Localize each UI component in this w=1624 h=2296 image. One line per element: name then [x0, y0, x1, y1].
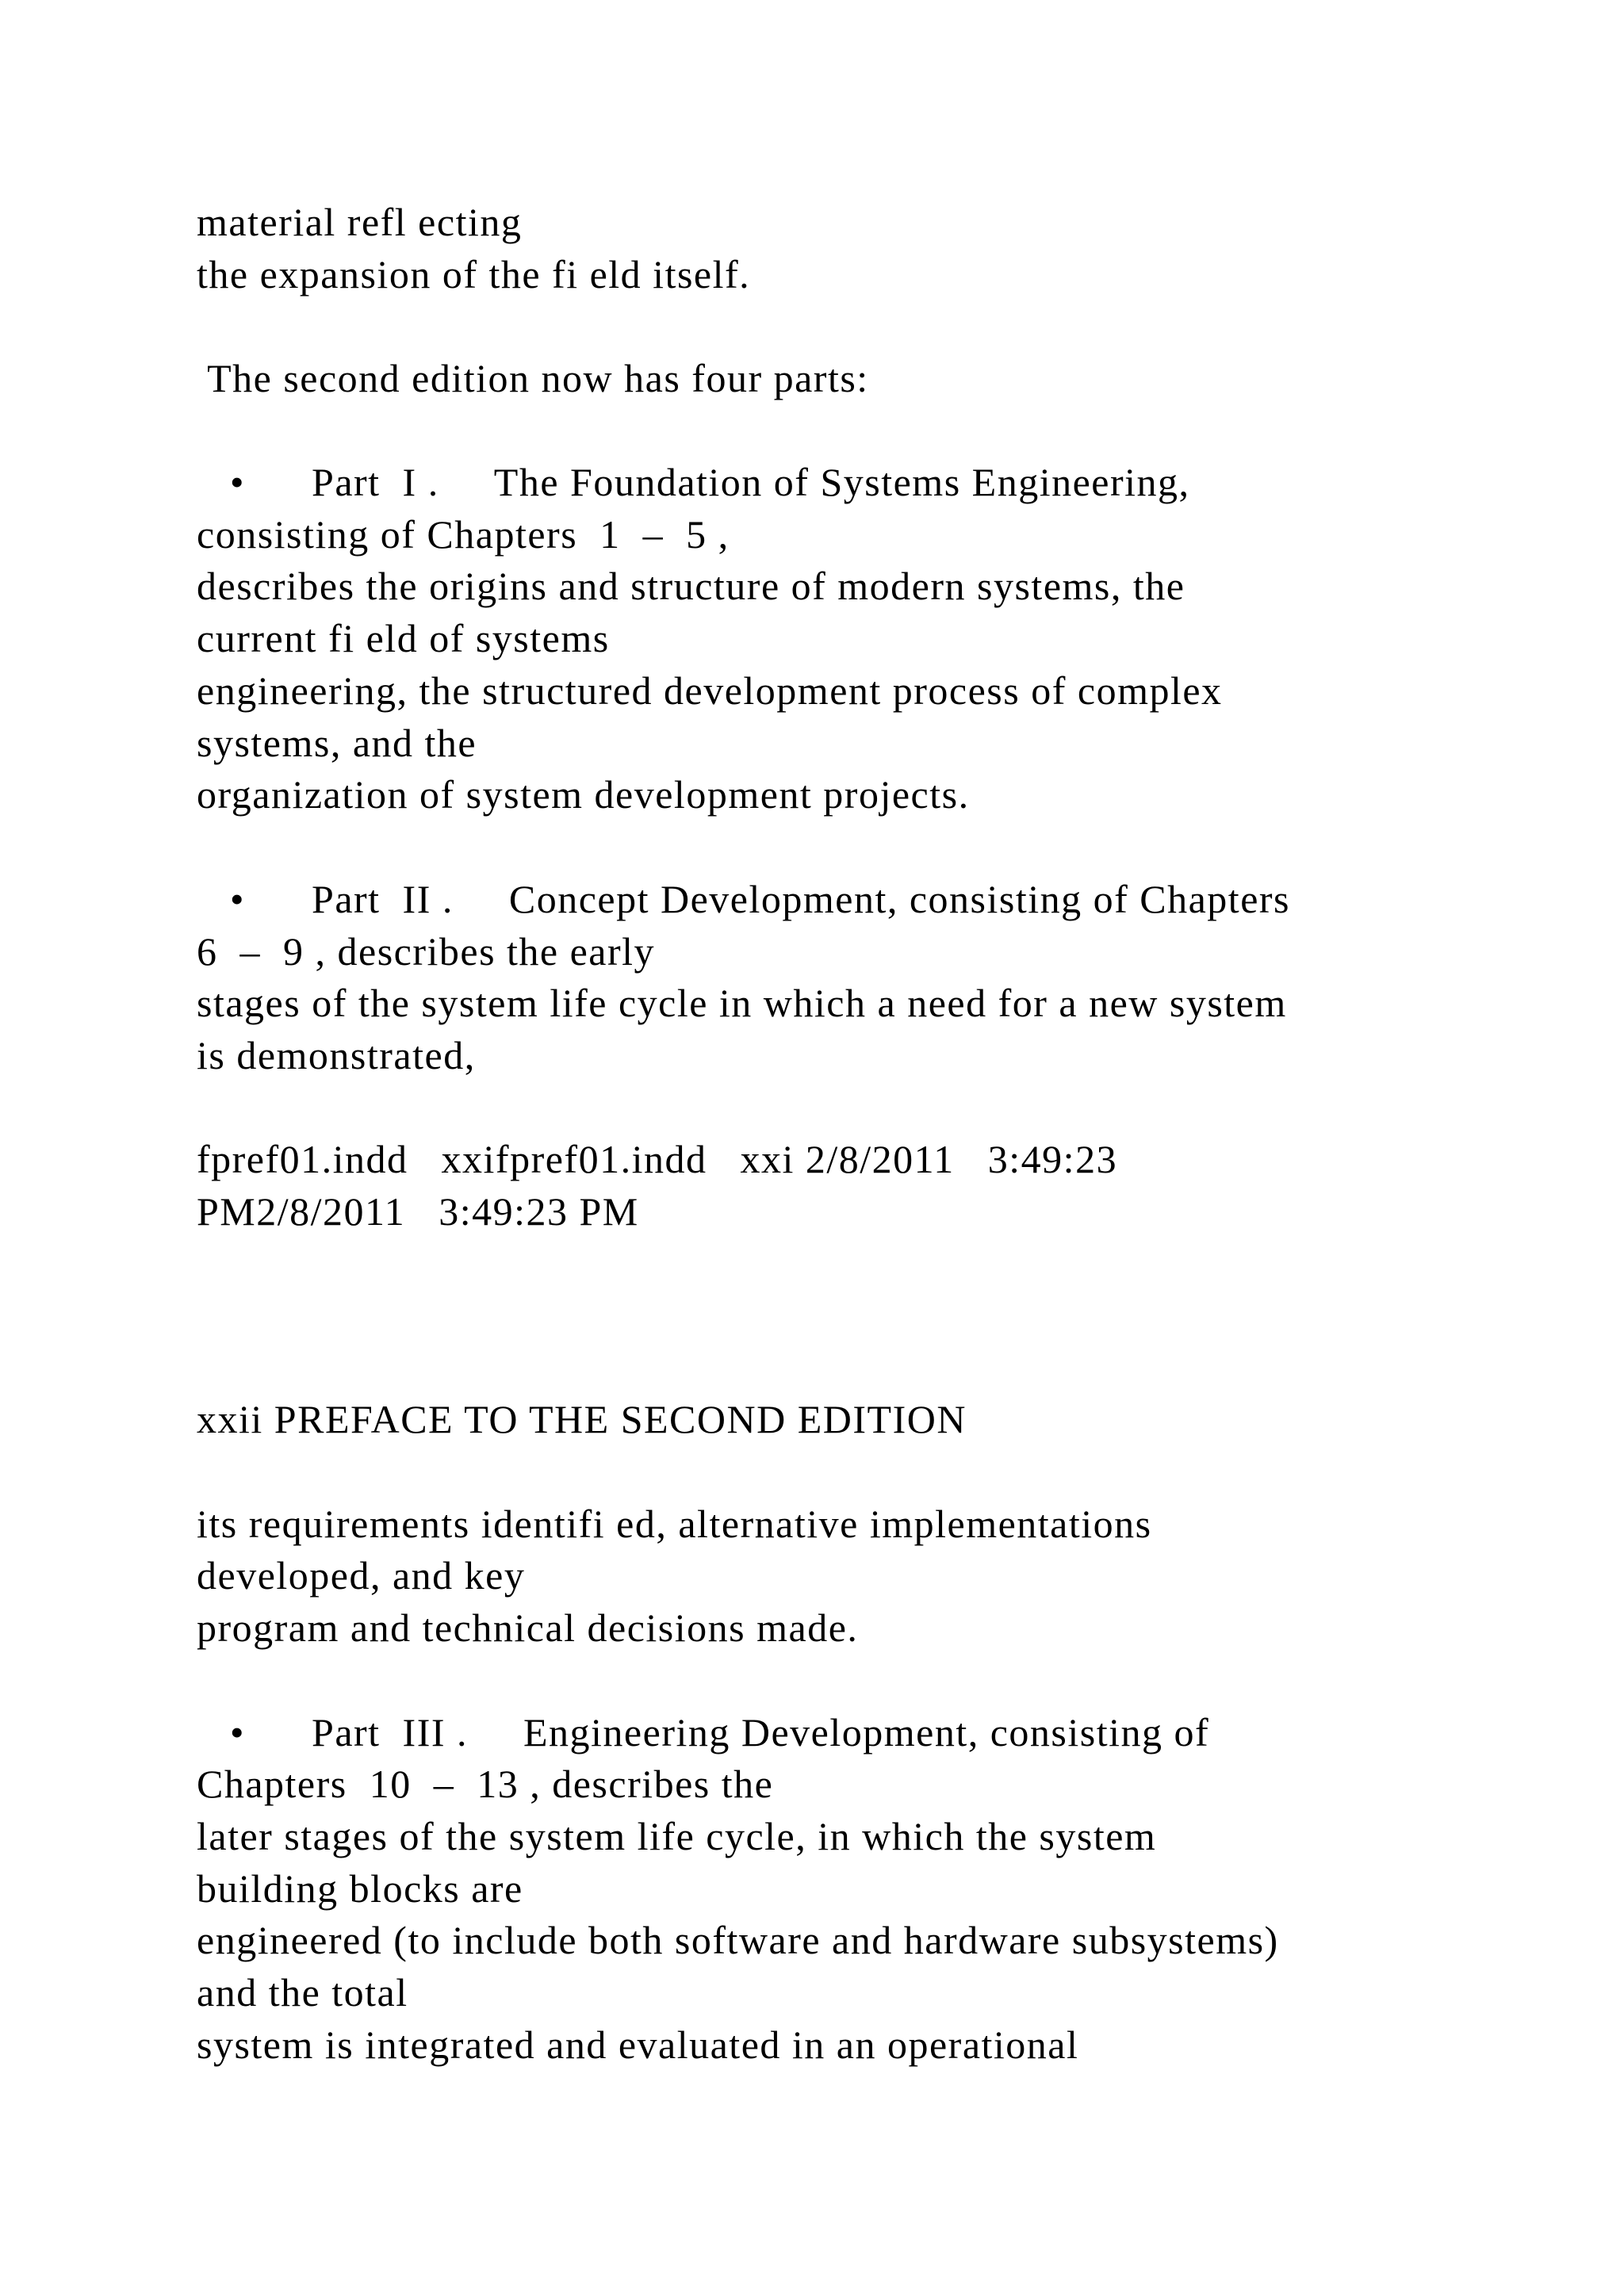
- text-line: organization of system development projects.: [197, 772, 970, 817]
- text-line: 6 – 9 , describes the early: [197, 929, 656, 974]
- list-item-part-1: • Part I . The Foundation of Systems Engineering,: [197, 460, 1190, 504]
- text-line: describes the origins and structure of modern systems, the: [197, 564, 1185, 608]
- text-line: system is integrated and evaluated in an operational: [197, 2022, 1079, 2067]
- text-line: systems, and the: [197, 721, 477, 765]
- text-line: building blocks are: [197, 1866, 523, 1911]
- running-header: xxii PREFACE TO THE SECOND EDITION: [197, 1397, 967, 1441]
- list-item-part-3: • Part III . Engineering Development, consisting of: [197, 1710, 1210, 1755]
- text-line: and the total: [197, 1970, 408, 2015]
- text-line: later stages of the system life cycle, in which the system: [197, 1814, 1157, 1858]
- file-stamp-line: fpref01.indd xxifpref01.indd xxi 2/8/2011 3:49:23: [197, 1137, 1118, 1181]
- text-line: current fi eld of systems: [197, 616, 610, 660]
- text-line: material refl ecting: [197, 200, 523, 244]
- text-line: Chapters 10 – 13 , describes the: [197, 1762, 774, 1806]
- text-line: developed, and key: [197, 1553, 526, 1598]
- text-line: engineered (to include both software and hardware subsystems): [197, 1918, 1279, 1962]
- file-stamp-line: PM2/8/2011 3:49:23 PM: [197, 1189, 639, 1234]
- text-line: program and technical decisions made.: [197, 1605, 859, 1650]
- text-line: The second edition now has four parts:: [197, 356, 869, 400]
- text-line: is demonstrated,: [197, 1033, 476, 1077]
- list-item-part-2: • Part II . Concept Development, consisting of Chapters: [197, 877, 1291, 921]
- text-line: its requirements identifi ed, alternative implementations: [197, 1502, 1152, 1546]
- text-line: consisting of Chapters 1 – 5 ,: [197, 512, 730, 557]
- text-line: stages of the system life cycle in which a need for a new system: [197, 981, 1287, 1025]
- text-line: the expansion of the fi eld itself.: [197, 252, 751, 297]
- text-line: engineering, the structured development process of complex: [197, 668, 1223, 713]
